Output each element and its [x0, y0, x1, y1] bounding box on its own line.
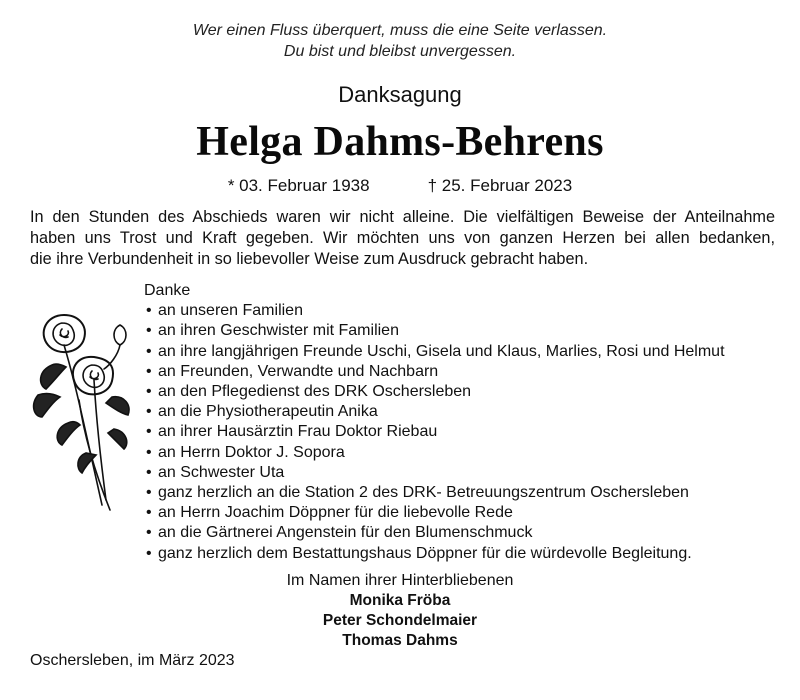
- list-item: • an die Gärtnerei Angenstein für den Blumenschmuck: [144, 523, 784, 543]
- signer-name-2: Peter Schondelmaier: [322, 612, 478, 629]
- list-item: • an ihrer Hausärztin Frau Doktor Riebau: [144, 422, 784, 442]
- list-item: • an unseren Familien: [144, 301, 784, 321]
- intro-line-1: In den Stunden des Abschieds waren wir nicht alleine. Die vielfältigen Beweise der Anteilnahme: [30, 208, 775, 226]
- motto-line-1: Wer einen Fluss überquert, muss die eine Seite verlassen.: [192, 22, 608, 39]
- place-and-date: Oschersleben, im März 2023: [30, 652, 235, 669]
- death-date: † 25. Februar 2023: [427, 176, 573, 195]
- list-item: • an Schwester Uta: [144, 463, 784, 483]
- list-item: • an ihren Geschwister mit Familien: [144, 321, 784, 341]
- list-item: • ganz herzlich an die Station 2 des DRK- Betreuungszentrum Oschersleben: [144, 483, 784, 503]
- thanks-list: [144, 281, 784, 564]
- signer-name-1: Monika Fröba: [349, 592, 451, 609]
- list-item: • an Herrn Joachim Döppner für die liebevolle Rede: [144, 503, 784, 523]
- intro-paragraph: [30, 207, 775, 270]
- list-item: • an Herrn Doktor J. Sopora: [144, 443, 784, 463]
- life-dates: [0, 176, 800, 196]
- roses-illustration: [24, 305, 144, 515]
- signer-name-3: Thomas Dahms: [342, 632, 458, 649]
- list-item: • an den Pflegedienst des DRK Oschersleben: [144, 382, 784, 402]
- heading-danksagung: Danksagung: [338, 82, 462, 107]
- thanks-label: Danke: [144, 282, 191, 299]
- thanks-items: [144, 301, 784, 564]
- list-item: • an ihre langjährigen Freunde Uschi, Gisela und Klaus, Marlies, Rosi und Helmut: [144, 342, 784, 362]
- motto: [0, 20, 800, 62]
- list-item: • an Freunden, Verwandte und Nachbarn: [144, 362, 784, 382]
- signature-intro: Im Namen ihrer Hinterbliebenen: [286, 572, 514, 589]
- motto-line-2: Du bist und bleibst unvergessen.: [283, 43, 517, 60]
- list-item: • ganz herzlich dem Bestattungshaus Döppner für die würdevolle Begleitung.: [144, 544, 784, 564]
- intro-line-3: die ihre Verbundenheit in so liebevoller Weise zum Ausdruck gebracht haben.: [30, 250, 589, 268]
- birth-date: * 03. Februar 1938: [227, 176, 370, 195]
- intro-line-2: haben uns Trost und Kraft gegeben. Wir möchten uns von ganzen Herzen bei allen bedanken,: [30, 229, 775, 247]
- list-item: • an die Physiotherapeutin Anika: [144, 402, 784, 422]
- deceased-name: Helga Dahms-Behrens: [196, 119, 604, 165]
